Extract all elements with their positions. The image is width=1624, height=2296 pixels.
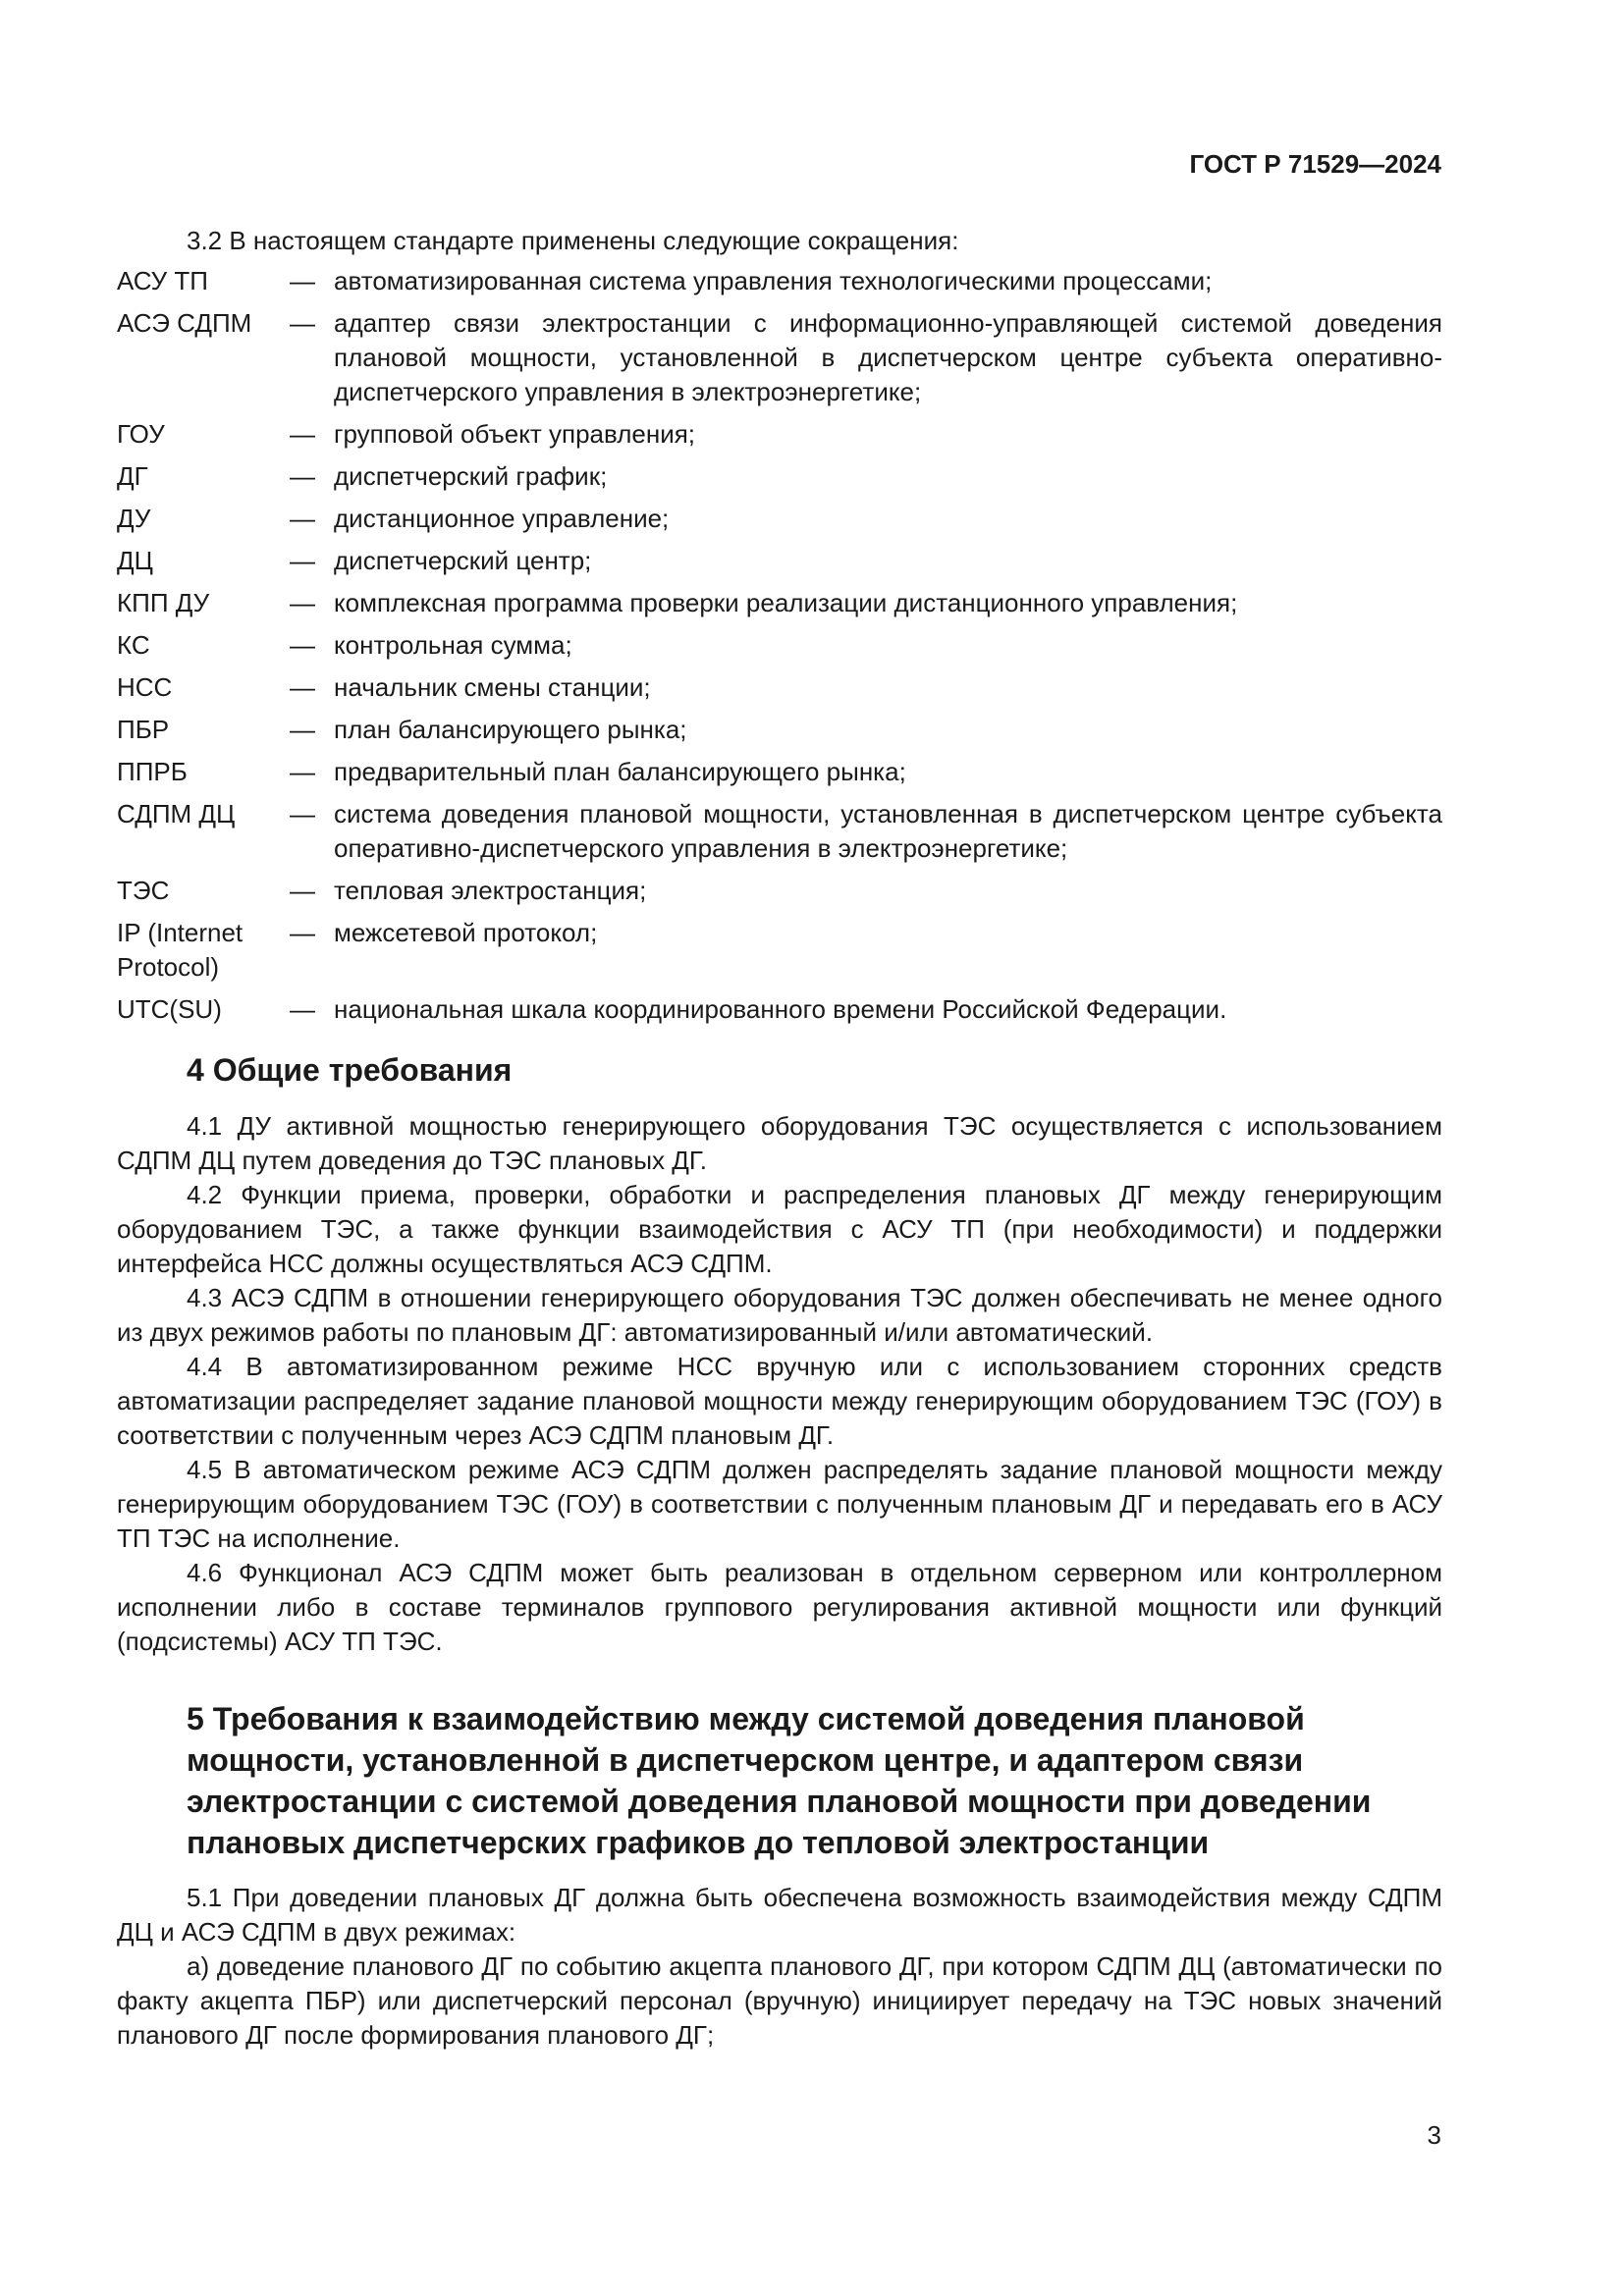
abbreviation-definition: предварительный план балансирующего рынка;: [334, 757, 906, 786]
abbreviation-term: UTC(SU): [117, 994, 222, 1024]
abbreviation-row: [117, 417, 1442, 452]
standard-header: ГОСТ Р 71529—2024: [1189, 149, 1441, 179]
abbreviation-dash: —: [290, 994, 315, 1024]
abbreviation-definition: межсетевой протокол;: [334, 918, 598, 947]
abbreviation-row: [117, 755, 1442, 789]
abbreviation-dash: —: [290, 757, 315, 786]
abbreviation-definition: дистанционное управление;: [334, 504, 670, 533]
abbreviation-term: ПБР: [117, 715, 170, 744]
clause-paragraph: 4.2 Функции приема, проверки, обработки и распределения плановых ДГ между генерирующим оборудованием ТЭС, а также функции взаимодействия с АСУ ТП (при необходимости) и поддержки интерфейса НСС должны осуществляться АСЭ СДПМ.: [117, 1180, 1442, 1278]
abbreviation-term: ТЭС: [117, 876, 170, 905]
abbreviation-row: [117, 502, 1442, 536]
clause-paragraph: 4.1 ДУ активной мощностью генерирующего оборудования ТЭС осуществляется с использованием СДПМ ДЦ путем доведения до ТЭС плановых ДГ.: [117, 1111, 1442, 1175]
abbreviation-row: [117, 628, 1442, 663]
abbreviation-definition: адаптер связи электростанции с информационно-управляющей системой доведения плановой мощности, установленной в диспетчерском центре субъекта оперативно-диспетчерского управления в электроэнергетике;: [334, 308, 1442, 406]
section-5-body: [117, 1881, 1442, 2053]
clause-paragraph: 4.5 В автоматическом режиме АСЭ СДПМ должен распределять задание плановой мощности между генерирующим оборудованием ТЭС (ГОУ) в соответствии с полученным плановым ДГ и передавать его в АСУ ТП ТЭС на исполнение.: [117, 1455, 1442, 1553]
abbreviation-term: ППРБ: [117, 757, 188, 786]
abbreviations-intro: 3.2 В настоящем стандарте применены следующие сокращения:: [187, 226, 959, 255]
abbreviation-term: ГОУ: [117, 419, 165, 449]
abbreviation-row: [117, 586, 1442, 620]
abbreviation-dash: —: [290, 266, 315, 295]
abbreviation-term: НСС: [117, 672, 173, 702]
abbreviation-row: [117, 874, 1442, 908]
abbreviation-term: ДУ: [117, 504, 151, 533]
abbreviation-term: ДГ: [117, 461, 148, 491]
abbreviation-row: [117, 264, 1442, 298]
abbreviation-definition: групповой объект управления;: [334, 419, 696, 449]
abbreviation-definition: система доведения плановой мощности, установленная в диспетчерском центре субъекта оперативно-диспетчерского управления в электроэнергетике;: [334, 799, 1442, 863]
abbreviation-row: [117, 670, 1442, 705]
abbreviation-definition: тепловая электростанция;: [334, 876, 647, 905]
abbreviation-dash: —: [290, 504, 315, 533]
abbreviation-dash: —: [290, 918, 315, 947]
abbreviation-dash: —: [290, 630, 315, 660]
abbreviation-dash: —: [290, 876, 315, 905]
abbreviation-term: КС: [117, 630, 150, 660]
abbreviations-list: [117, 264, 1442, 1027]
abbreviation-definition: национальная шкала координированного времени Российской Федерации.: [334, 994, 1227, 1024]
abbreviation-term: IP (Internet Protocol): [117, 918, 244, 982]
abbreviation-dash: —: [290, 546, 315, 575]
abbreviation-dash: —: [290, 308, 315, 338]
section-4-body: [117, 1109, 1442, 1659]
page-number: 3: [1427, 2120, 1441, 2150]
abbreviation-definition: диспетчерский график;: [334, 461, 608, 491]
abbreviation-term: КПП ДУ: [117, 588, 210, 617]
abbreviation-dash: —: [290, 588, 315, 617]
abbreviation-row: [117, 713, 1442, 747]
abbreviation-dash: —: [290, 461, 315, 491]
clause-paragraph: 4.6 Функционал АСЭ СДПМ может быть реализован в отдельном серверном или контроллерном исполнении либо в составе терминалов группового регулирования активной мощности или функций (подсистемы) АСУ ТП ТЭС.: [117, 1558, 1442, 1656]
abbreviation-term: АСУ ТП: [117, 266, 208, 295]
section-5-title: 5 Требования к взаимодействию между системой доведения плановой мощности, установленной в диспетчерском центре, и адаптером связи электростанции с системой доведения плановой мощности при доведении плановых диспетчерских графиков до тепловой электростанции: [187, 1701, 1372, 1860]
abbreviation-term: СДПМ ДЦ: [117, 799, 236, 828]
clause-paragraph: 4.3 АСЭ СДПМ в отношении генерирующего оборудования ТЭС должен обеспечивать не менее одного из двух режимов работы по плановым ДГ: автоматизированный и/или автоматический.: [117, 1283, 1442, 1347]
abbreviation-dash: —: [290, 419, 315, 449]
abbreviation-dash: —: [290, 799, 315, 828]
abbreviation-definition: начальник смены станции;: [334, 672, 651, 702]
abbreviation-term: АСЭ СДПМ: [117, 308, 252, 338]
abbreviation-term: ДЦ: [117, 546, 153, 575]
clause-paragraph: а) доведение планового ДГ по событию акцепта планового ДГ, при котором СДПМ ДЦ (автоматически по факту акцепта ПБР) или диспетчерский персонал (вручную) инициирует передачу на ТЭС новых значений планового ДГ после формирования планового ДГ;: [117, 1951, 1442, 2050]
abbreviation-row: [117, 459, 1442, 494]
abbreviation-definition: комплексная программа проверки реализации дистанционного управления;: [334, 588, 1238, 617]
section-4-title: 4 Общие требования: [187, 1052, 513, 1088]
abbreviation-row: [117, 797, 1442, 866]
page-content: [117, 224, 1442, 2053]
abbreviation-definition: диспетчерский центр;: [334, 546, 592, 575]
clause-paragraph: 4.4 В автоматизированном режиме НСС вручную или с использованием сторонних средств автоматизации распределяет задание плановой мощности между генерирующим оборудованием ТЭС (ГОУ) в соответствии с полученным через АСЭ СДПМ плановым ДГ.: [117, 1352, 1442, 1450]
abbreviation-definition: контрольная сумма;: [334, 630, 572, 660]
abbreviation-row: [117, 916, 1442, 985]
clause-paragraph: 5.1 При доведении плановых ДГ должна быть обеспечена возможность взаимодействия между СДПМ ДЦ и АСЭ СДПМ в двух режимах:: [117, 1883, 1442, 1947]
abbreviation-definition: автоматизированная система управления технологическими процессами;: [334, 266, 1213, 295]
abbreviation-dash: —: [290, 672, 315, 702]
abbreviation-dash: —: [290, 715, 315, 744]
abbreviation-row: [117, 992, 1442, 1027]
abbreviation-row: [117, 306, 1442, 409]
abbreviation-definition: план балансирующего рынка;: [334, 715, 687, 744]
abbreviation-row: [117, 544, 1442, 578]
